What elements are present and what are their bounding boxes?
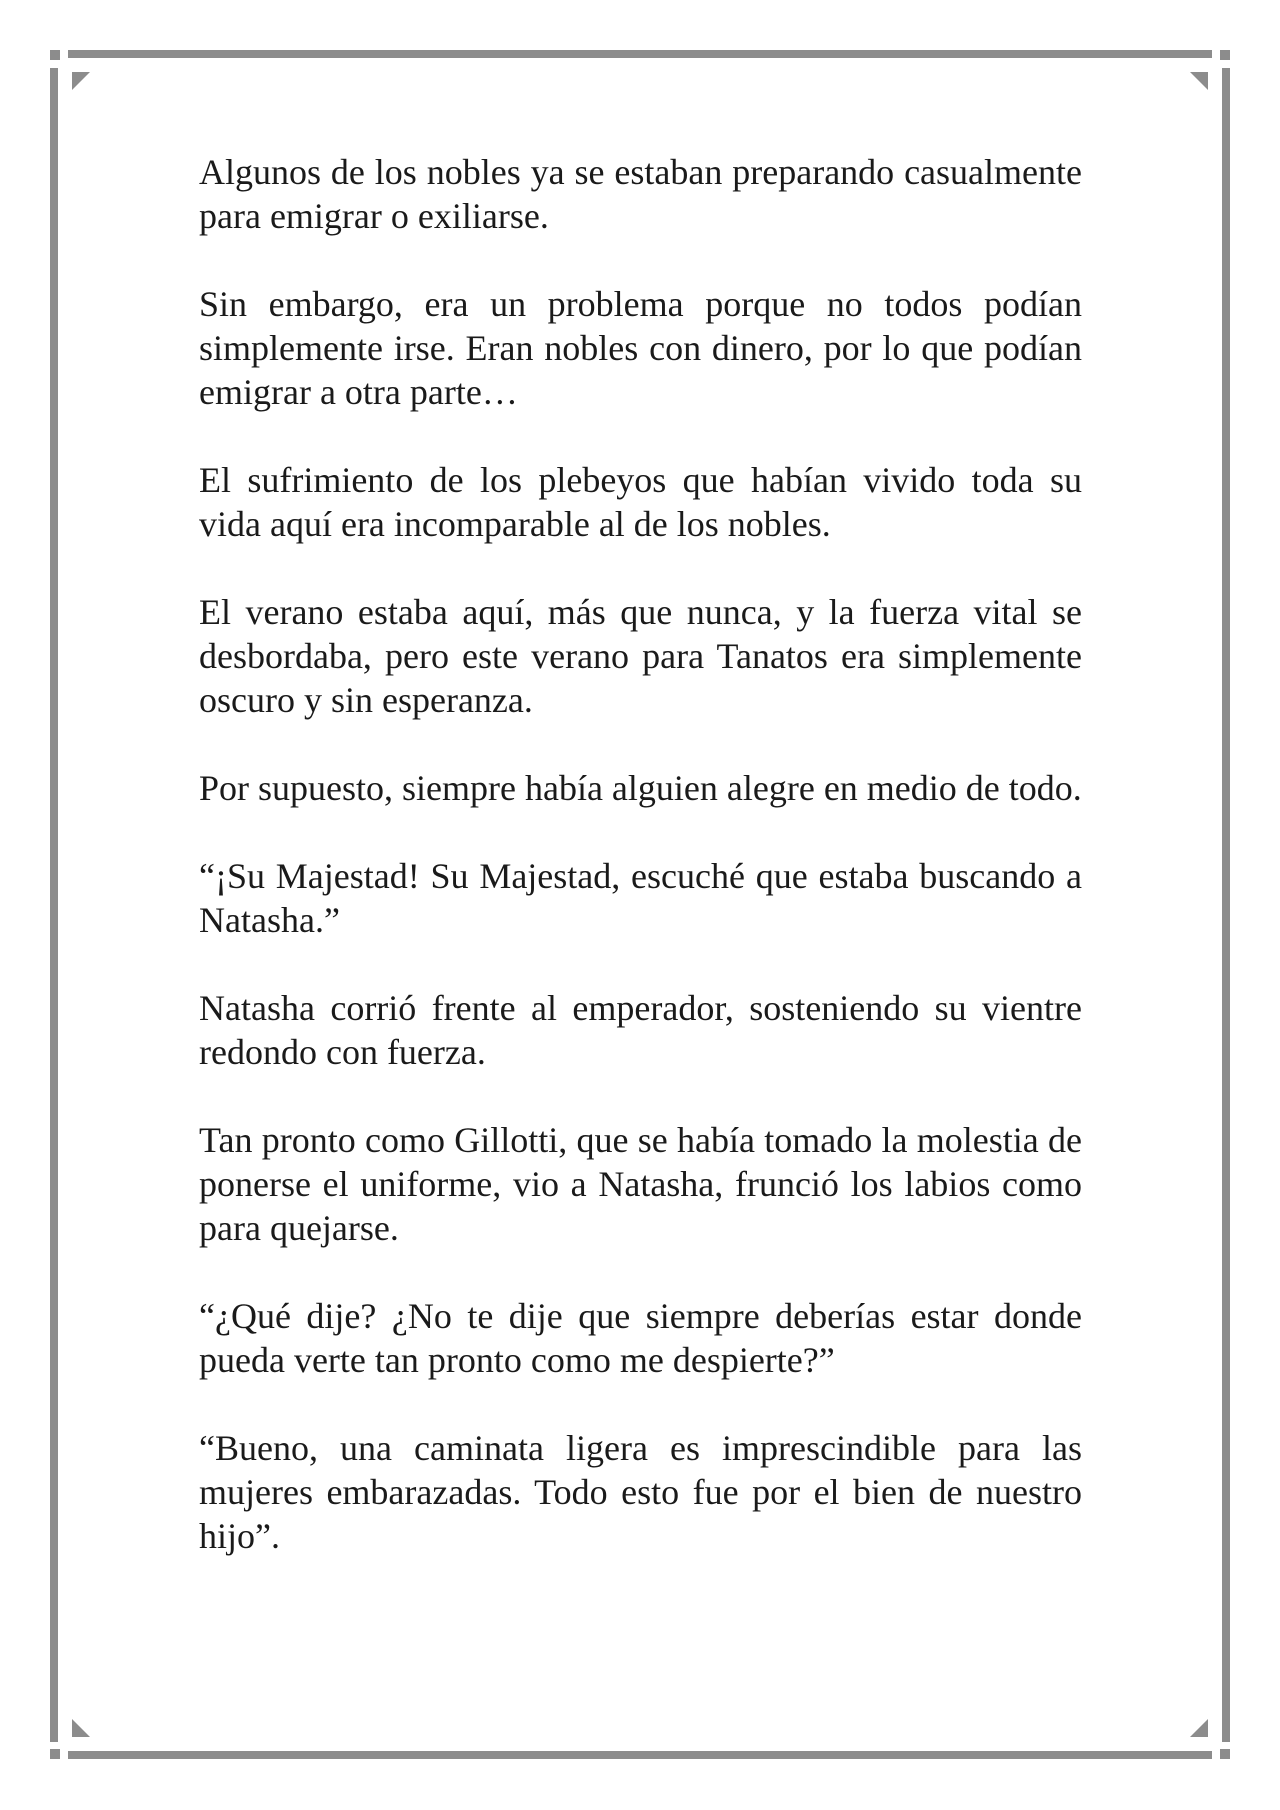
paragraph: “Bueno, una caminata ligera es imprescindible para las mujeres embarazadas. Todo esto fue por el bien de nuestro hijo”. [199,1428,1082,1556]
paragraph: “¡Su Majestad! Su Majestad, escuché que estaba buscando a Natasha.” [199,856,1082,940]
paragraph: “¿Qué dije? ¿No te dije que siempre deberías estar donde pueda verte tan pronto como me despierte?” [199,1296,1082,1380]
paragraph: El sufrimiento de los plebeyos que habían vivido toda su vida aquí era incomparable al de los nobles. [199,460,1082,544]
paragraph: Por supuesto, siempre había alguien alegre en medio de todo. [199,768,1082,808]
paragraph: Algunos de los nobles ya se estaban preparando casualmente para emigrar o exiliarse. [199,152,1082,236]
paragraph: Natasha corrió frente al emperador, sosteniendo su vientre redondo con fuerza. [199,988,1082,1072]
document-body [199,150,1082,1602]
paragraph: Tan pronto como Gillotti, que se había tomado la molestia de ponerse el uniforme, vio a Natasha, frunció los labios como para quejarse. [199,1120,1082,1248]
paragraph: El verano estaba aquí, más que nunca, y la fuerza vital se desbordaba, pero este verano para Tanatos era simplemente oscuro y sin esperanza. [199,592,1082,720]
paragraph: Sin embargo, era un problema porque no todos podían simplemente irse. Eran nobles con dinero, por lo que podían emigrar a otra parte… [199,284,1082,412]
